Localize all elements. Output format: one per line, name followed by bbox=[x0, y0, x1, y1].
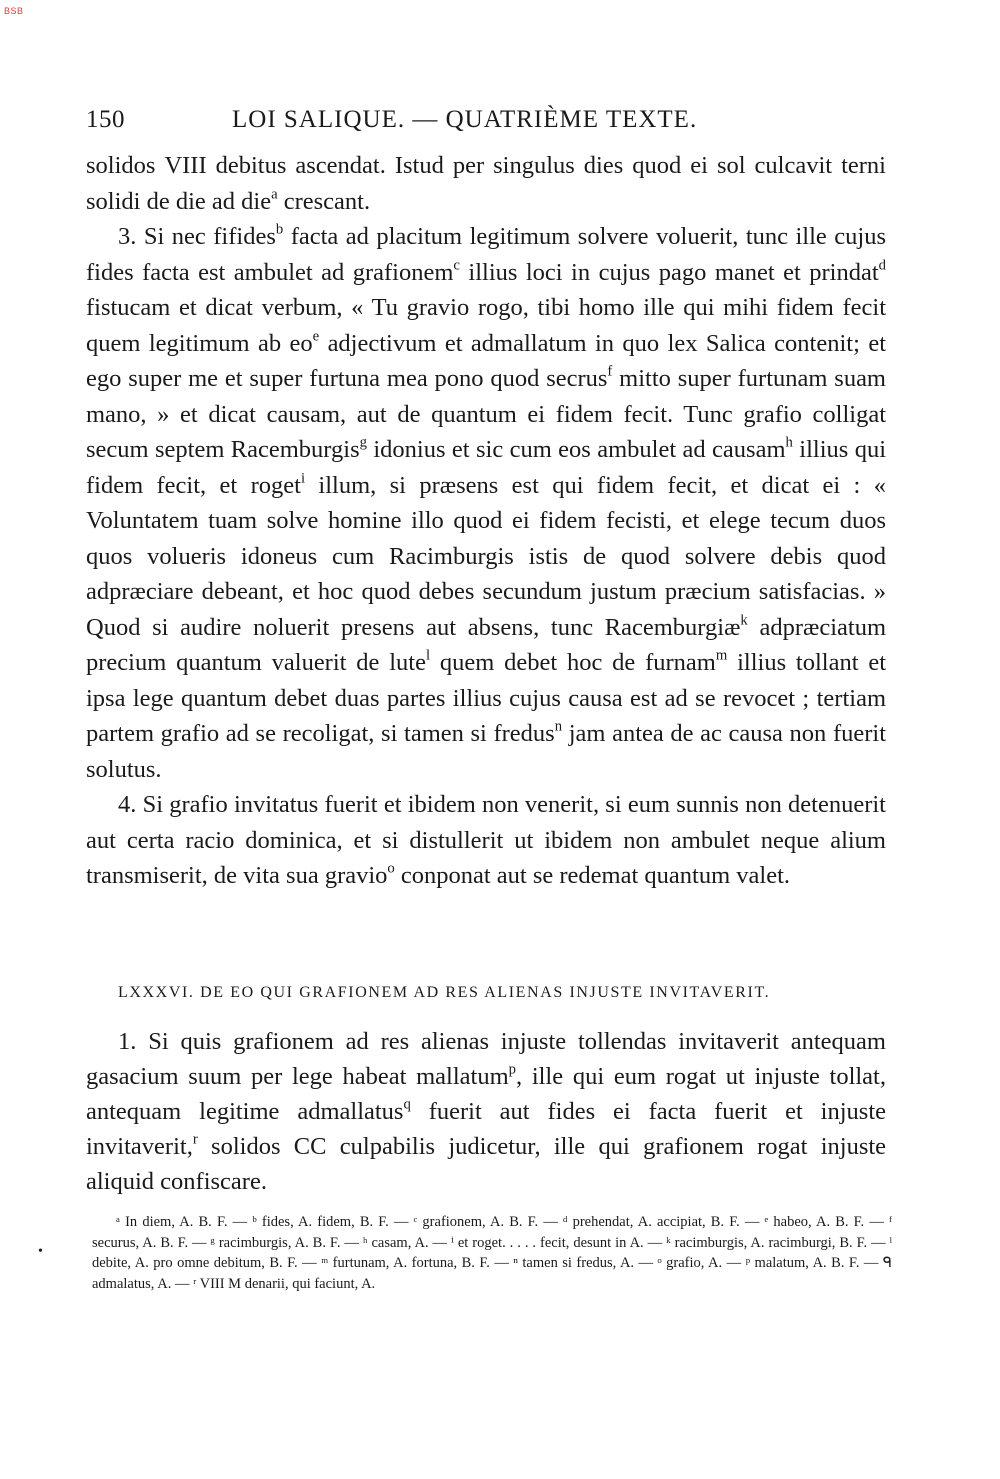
paragraph-2-end: solidos VIII debitus ascendat. Istud per singulus dies quod ei sol culcavit terni solidi de die ad die$^a$ crescant. bbox=[86, 152, 886, 215]
main-text bbox=[86, 148, 886, 894]
chapter-title: LXXXVI. DE EO QUI GRAFIONEM AD RES ALIENAS INJUSTE INVITAVERIT. bbox=[118, 984, 771, 1001]
footnote-text: ᵃ In diem, A. B. F. — ᵇ fides, A. fidem, B. F. — ᶜ grafionem, A. B. F. — ᵈ prehendat, A. accipiat, B. F. — ᵉ habeo, A. B. F. — ᶠ securus, A. B. F. — ᵍ racimburgis, A. B. F. — ʰ casam, A. — ⁱ et roget. . . . . fecit, desunt in A. — ᵏ racimburgis, A. racimburgi, B. F. — ˡ debite, A. pro omne debitum, B. F. — ᵐ furtunam, A. fortuna, B. F. — ⁿ tamen si fredus, A. — ᵒ grafio, A. — ᵖ malatum, A. B. F. — ᑫ admalatus, A. — ʳ VIII M denarii, qui faciunt, A. bbox=[92, 1214, 892, 1292]
paragraph-3: 3. Si nec fifides$^b$ facta ad placitum legitimum solvere voluerit, tunc ille cujus fides facta est ambulet ad grafionem$^c$ illius loci in cujus pago manet et prindat$^d$ fistucam et dicat verbum, « Tu gravio rogo, tibi homo ille qui mihi fidem fecit quem legitimum ab $eo^e$ adjectivum et admallatum in quo lex Salica contenit; et ego super me et super furtuna mea pono quod secrus$^f$ mitto super furtunam suam mano, » et dicat causam, aut de quantum ei fidem fecit. Tunc grafio colligat secum septem Racemburgis$^g$ idonius et sic cum eos ambulet ad causam$^h$ illius qui fidem fecit, et roget$^i$ illum, si præsens est qui fidem fecit, et dicat ei : « Voluntatem tuam solve homine illo quod ei fidem fecisti, et elege tecum duos quos volueris idoneus cum Racimburgis istis de quod solvere debis quod adpræciare debeant, et hoc quod debes secundum justum præcium satisfacias. » Quod si audire noluerit presens aut absens, tunc Racemburgiæ$^k$ adpræciatum precium quantum valuerit de lute$^l$ quem debet hoc de furnam$^m$ illius tollant et ipsa lege quantum debet duas partes illius cujus causa est ad se revocet ; tertiam partem grafio ad se recoligat, si tamen si fredus$^n$ jam antea de ac causa non fuerit solutus. bbox=[86, 221, 887, 783]
page-number: 150 bbox=[86, 106, 125, 133]
running-title: LOI SALIQUE. — QUATRIÈME TEXTE. bbox=[232, 106, 698, 133]
paragraph-4: 4. Si grafio invitatus fuerit et ibidem non venerit, si eum sunnis non detenuerit aut certa racio dominica, et si distullerit ut ibidem non ambulet neque alium transmiserit, de vita sua gravio$^o$ conponat aut se redemat quantum valet. bbox=[86, 791, 886, 889]
chapter-text bbox=[86, 1024, 886, 1199]
margin-mark: • bbox=[38, 1244, 43, 1259]
paragraph-1: 1. Si quis grafionem ad res alienas injuste tollendas invitaverit antequam gasacium suum per lege habeat mallatum$^p$, ille qui eum rogat ut injuste tollat, antequam legitime admallatus$^q$ fuerit aut fides ei facta fuerit et injuste invitaverit,$^r$ solidos CC culpabilis judicetur, ille qui grafionem rogat injuste aliquid confiscare. bbox=[86, 1028, 887, 1195]
library-stamp: BSB bbox=[4, 6, 24, 16]
footnotes bbox=[92, 1212, 892, 1294]
